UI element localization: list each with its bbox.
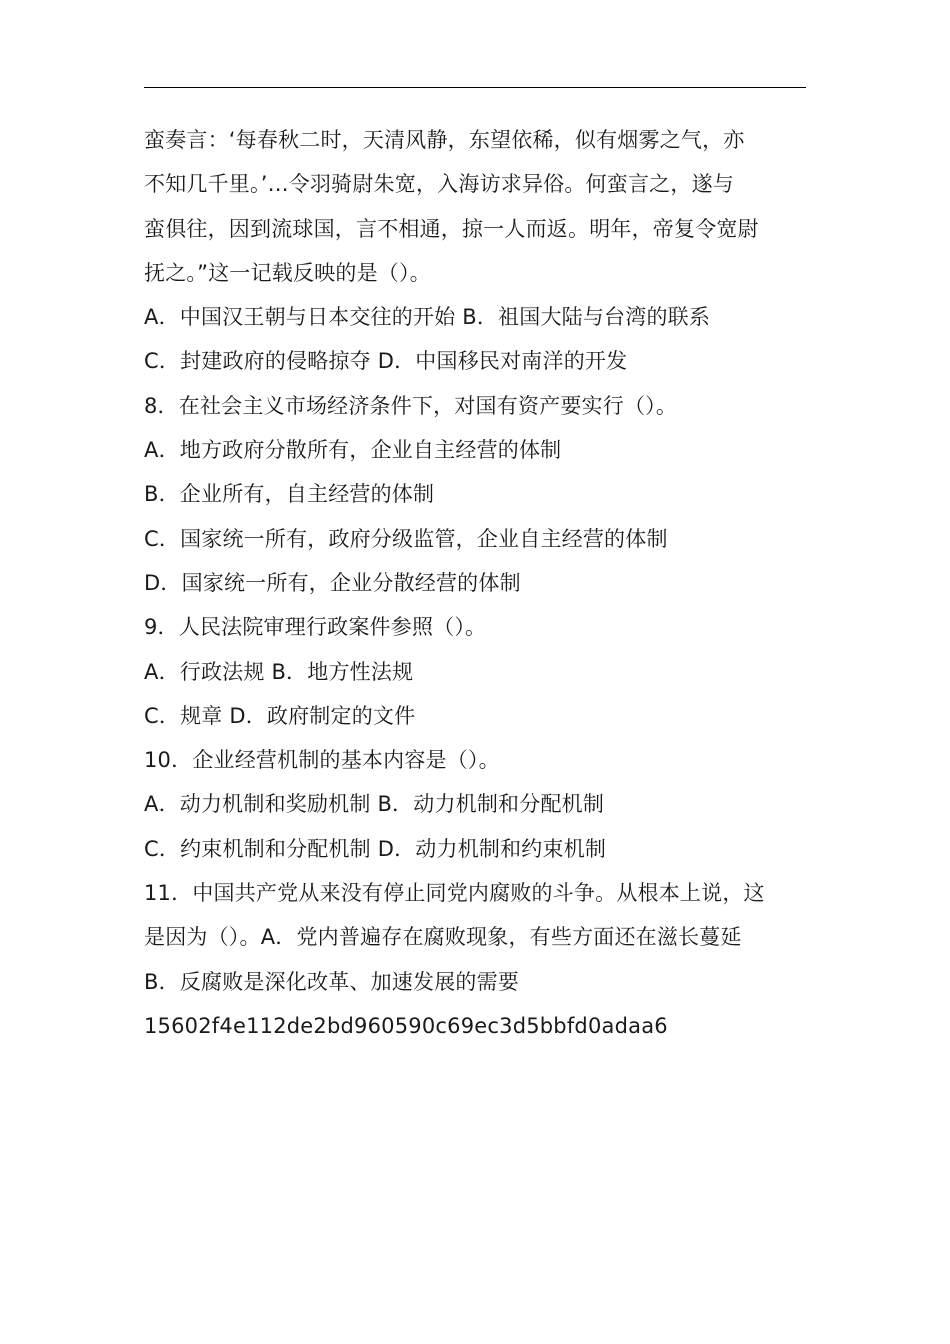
- text-line: 不知几千里。’…令羽骑尉朱宽，入海访求异俗。何蛮言之，遂与: [144, 172, 734, 197]
- option-line: B．企业所有，自主经营的体制: [144, 482, 435, 507]
- option-line: C．国家统一所有，政府分级监管，企业自主经营的体制: [144, 526, 668, 551]
- question-line: 9．人民法院审理行政案件参照（）。: [144, 615, 487, 640]
- question-line: 是因为（）。A．党内普遍存在腐败现象，有些方面还在滋长蔓延: [144, 925, 742, 950]
- header-rule: [144, 87, 806, 88]
- text-line: 蛮俱往，因到流球国，言不相通，掠一人而返。明年，帝复令宽尉: [144, 216, 759, 241]
- text-line: 抚之。”这一记载反映的是（）。: [144, 260, 431, 285]
- hash-code: 15602f4e112de2bd960590c69ec3d5bbfd0adaa6: [144, 1013, 668, 1038]
- document-body: [144, 118, 808, 1048]
- option-line: C．规章 D．政府制定的文件: [144, 703, 416, 728]
- option-line: B．反腐败是深化改革、加速发展的需要: [144, 969, 520, 994]
- option-line: A．中国汉王朝与日本交往的开始 B．祖国大陆与台湾的联系: [144, 305, 711, 330]
- option-line: C．封建政府的侵略掠夺 D．中国移民对南洋的开发: [144, 349, 628, 374]
- question-line: 8．在社会主义市场经济条件下，对国有资产要实行（）。: [144, 393, 678, 418]
- option-line: A．动力机制和奖励机制 B．动力机制和分配机制: [144, 792, 605, 817]
- option-line: A．地方政府分散所有，企业自主经营的体制: [144, 438, 562, 463]
- text-line: 蛮奏言：‘每春秋二时，天清风静，东望依稀，似有烟雾之气，亦: [144, 128, 745, 152]
- option-line: A．行政法规 B．地方性法规: [144, 659, 414, 684]
- option-line: C．约束机制和分配机制 D．动力机制和约束机制: [144, 836, 607, 861]
- question-line: 10．企业经营机制的基本内容是（）。: [144, 748, 500, 773]
- option-line: D．国家统一所有，企业分散经营的体制: [144, 570, 521, 595]
- question-line: 11．中国共产党从来没有停止同党内腐败的斗争。从根本上说，这: [144, 881, 765, 906]
